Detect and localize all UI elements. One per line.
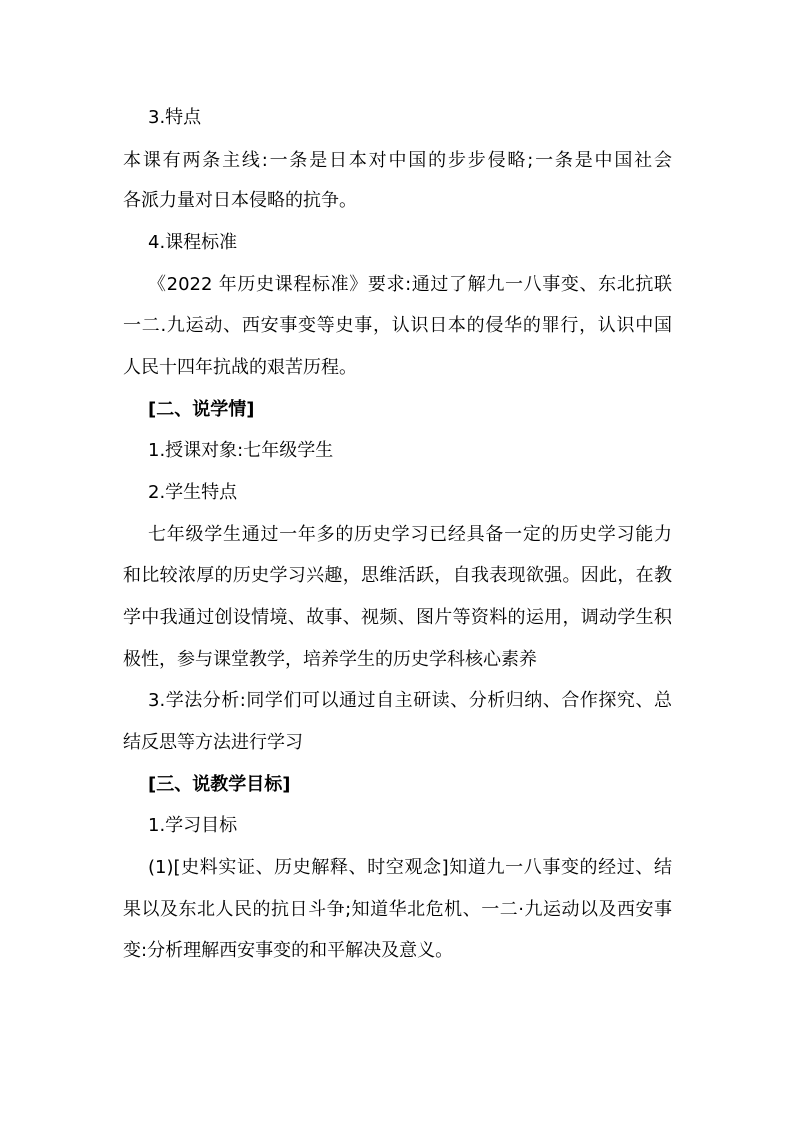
section-heading-teaching-goals: [三、说教学目标] [148,774,291,795]
paragraph-line: 果以及东北人民的抗日斗争;知道华北危机、一二·九运动以及西安事 [123,899,672,920]
subheading-teaching-target: 1.授课对象:七年级学生 [148,440,334,461]
paragraph-line: 各派力量对日本侵略的抗争。 [123,190,357,211]
paragraph-line: 七年级学生通过一年多的历史学习已经具备一定的历史学习能力 [148,524,672,545]
paragraph-line: 一二.九运动、西安事变等史事，认识日本的侵华的罪行，认识中国 [123,315,672,336]
paragraph-line: 人民十四年抗战的艰苦历程。 [123,357,357,378]
paragraph-line: 极性，参与课堂教学，培养学生的历史学科核心素养 [123,649,537,670]
subheading-features: 3.特点 [148,107,202,128]
subheading-curriculum-standard: 4.课程标准 [148,232,238,253]
section-heading-learning-situation: [二、说学情] [148,399,255,420]
paragraph-line: 和比较浓厚的历史学习兴趣，思维活跃，自我表现欲强。因此，在教 [123,565,672,586]
subheading-learning-goals: 1.学习目标 [148,815,238,836]
paragraph-line: 《2022 年历史课程标准》要求:通过了解九一八事变、东北抗联 [148,274,672,295]
paragraph-line: 结反思等方法进行学习 [123,732,303,753]
paragraph-line: (1)[史料实证、历史解释、时空观念]知道九一八事变的经过、结 [148,857,672,878]
subheading-student-traits: 2.学生特点 [148,482,238,503]
paragraph-line: 本课有两条主线:一条是日本对中国的步步侵略;一条是中国社会 [123,150,672,171]
paragraph-line: 3.学法分析:同学们可以通过自主研读、分析归纳、合作探究、总 [148,690,672,711]
paragraph-line: 学中我通过创设情境、故事、视频、图片等资料的运用，调动学生积 [123,607,672,628]
paragraph-line: 变:分析理解西安事变的和平解决及意义。 [123,940,454,961]
